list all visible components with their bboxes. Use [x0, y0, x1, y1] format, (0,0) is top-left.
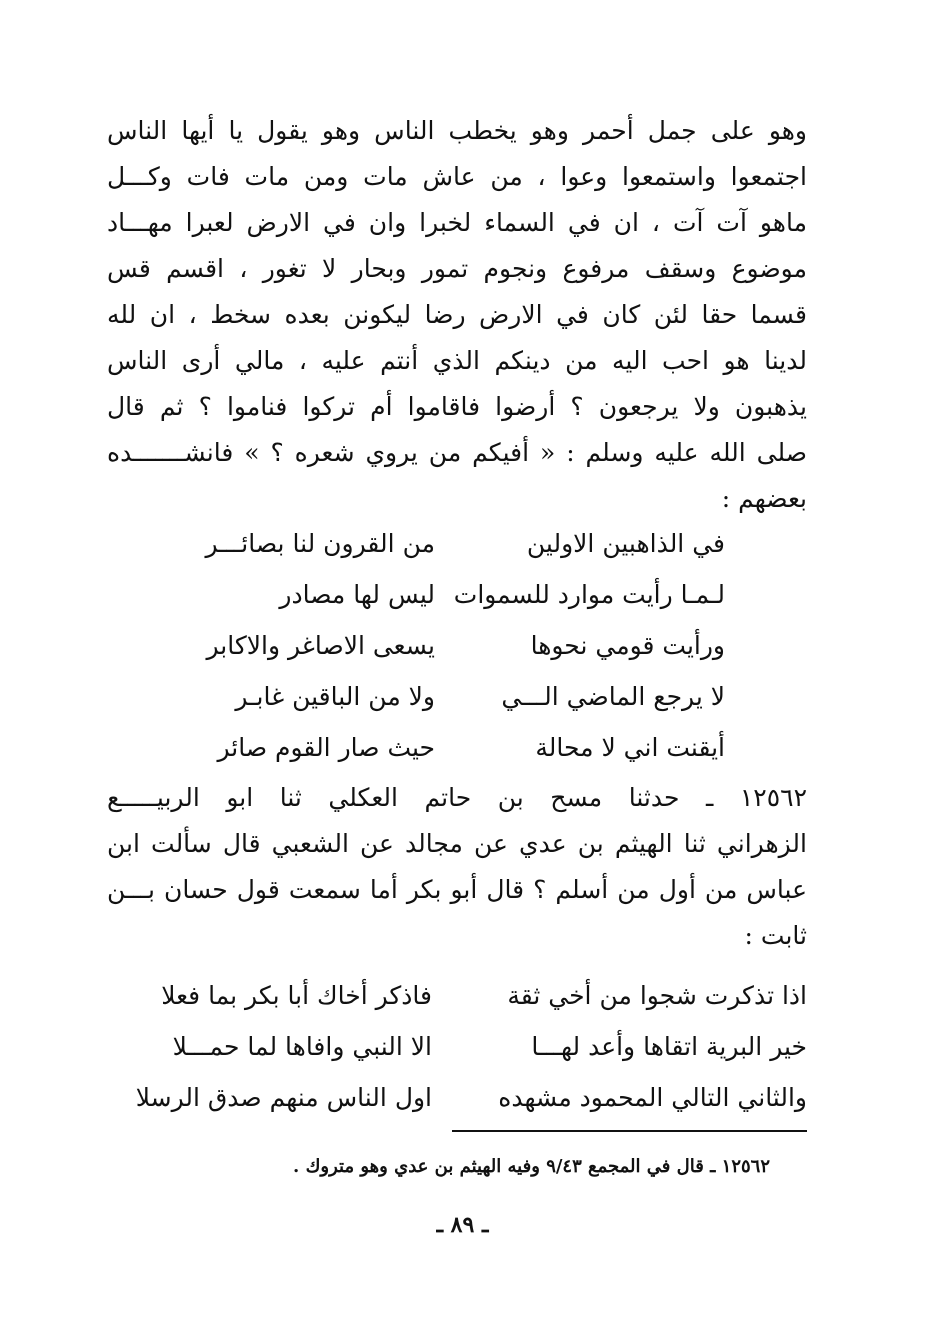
hadith-line: الزهراني ثنا الهيثم بن عدي عن مجالد عن الشعبي قال سألت ابن — [107, 829, 807, 858]
verse-line — [185, 518, 725, 569]
verse-first-hemistich: لـمـا رأيت موارد للسموات — [453, 580, 725, 609]
prose-line: قسما حقا لئن كان في الارض رضا ليكونن بعده سخط ، ان لله — [107, 300, 807, 329]
verse-second-hemistich: ليس لها مصادر — [279, 580, 435, 609]
verse-first-hemistich: خير البرية اتقاها وأعد لهـــا — [531, 1032, 807, 1061]
hadith-line: ثابت : — [744, 921, 807, 950]
prose-line: اجتمعوا واستمعوا وعوا ، من عاش مات ومن مات فات وكـــل — [107, 162, 807, 191]
footnote: ١٢٥٦٢ ـ قال في المجمع ٩/٤٣ وفيه الهيثم بن عدي وهو متروك . — [293, 1156, 770, 1177]
verse-second-hemistich: يسعى الاصاغر والاكابر — [206, 631, 435, 660]
hadith-line: عباس من أول من أسلم ؟ قال أبو بكر أما سمعت قول حسان بـــن — [107, 875, 807, 904]
verse-first-hemistich: ورأيت قومي نحوها — [530, 631, 725, 660]
prose-line: بعضهم : — [721, 484, 807, 513]
poem-second — [107, 970, 807, 1123]
prose-line: صلى الله عليه وسلم : « أفيكم من يروي شعره ؟ » فانشـــــــده — [107, 438, 807, 467]
verse-line — [185, 671, 725, 722]
verse-line — [185, 620, 725, 671]
verse-second-hemistich: ولا من الباقين غابـر — [235, 682, 435, 711]
verse-first-hemistich: في الذاهبين الاولين — [526, 529, 725, 558]
verse-line — [185, 569, 725, 620]
hadith-line: ١٢٥٦٢ ـ حدثنا مسح بن حاتم العكلي ثنا ابو الربيـــــع — [107, 783, 807, 812]
poem-first — [185, 518, 725, 773]
prose-line: موضوع وسقف مرفوع ونجوم تمور وبحار لا تغور ، اقسم قس — [107, 254, 807, 283]
prose-line: ماهو آت آت ، ان في السماء لخبرا وان في الارض لعبرا مهـــاد — [107, 208, 807, 237]
verse-first-hemistich: أيقنت اني لا محالة — [535, 733, 725, 762]
prose-line: وهو على جمل أحمر وهو يخطب الناس وهو يقول يا أيها الناس — [107, 116, 807, 145]
verse-second-hemistich: من القرون لنا بصائـــر — [205, 529, 435, 558]
prose-line: يذهبون ولا يرجعون ؟ أرضوا فاقاموا أم تركوا فناموا ؟ ثم قال — [107, 392, 807, 421]
verse-line — [107, 1072, 807, 1123]
verse-second-hemistich: حيث صار القوم صائر — [217, 733, 435, 762]
verse-first-hemistich: اذا تذكرت شجوا من أخي ثقة — [507, 981, 807, 1010]
prose-line: لدينا هو احب اليه من دينكم الذي أنتم عليه ، مالي أرى الناس — [107, 346, 807, 375]
hadith-paragraph — [107, 775, 807, 959]
verse-first-hemistich: لا يرجع الماضي الـــي — [501, 682, 725, 711]
verse-line — [107, 970, 807, 1021]
prose-paragraph — [107, 108, 807, 522]
footnote-divider — [452, 1130, 807, 1132]
verse-second-hemistich: اول الناس منهم صدق الرسلا — [135, 1083, 432, 1112]
verse-line — [185, 722, 725, 773]
verse-line — [107, 1021, 807, 1072]
verse-first-hemistich: والثاني التالي المحمود مشهده — [498, 1083, 807, 1112]
verse-second-hemistich: فاذكر أخاك أبا بكر بما فعلا — [161, 981, 432, 1010]
verse-second-hemistich: الا النبي وافاها لما حمـــلا — [172, 1032, 432, 1061]
page-number: ـ ٨٩ ـ — [436, 1212, 489, 1238]
